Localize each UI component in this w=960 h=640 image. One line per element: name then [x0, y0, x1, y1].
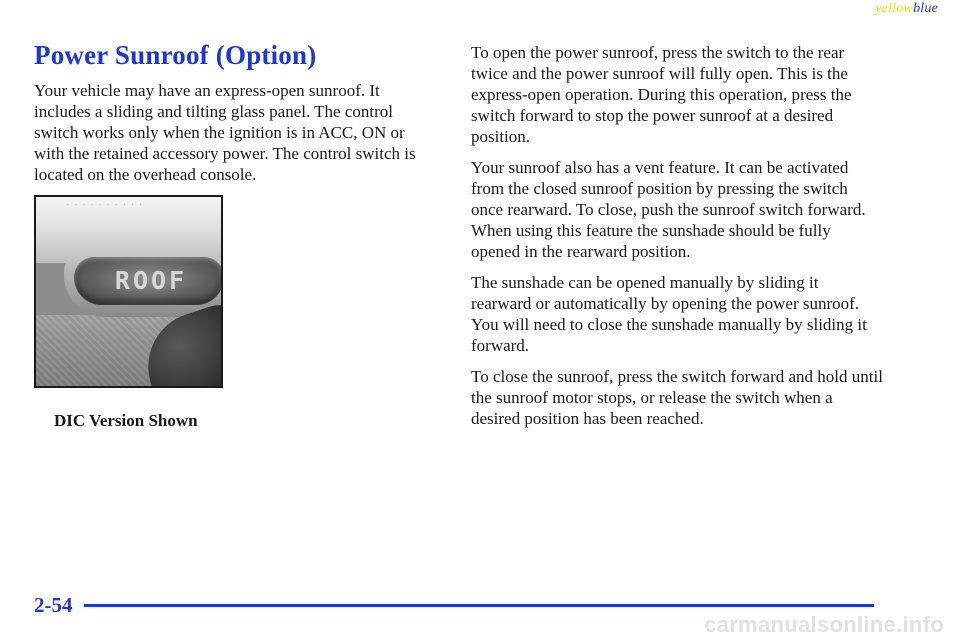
- color-tag-yellow: yellow: [875, 1, 914, 16]
- vent-paragraph: Your sunroof also has a vent feature. It can be activated from the closed sunroof position by pressing the switch once rearward. To close, push the sunroof switch forward. When using this feature the sunshade should be fully opened in the rearward position.: [471, 158, 866, 261]
- intro-paragraph: Your vehicle may have an express-open sunroof. It includes a sliding and tilting glass panel. The control switch works only when the ignition is in ACC, ON or with the retained accessory power. The control switch is located on the overhead console.: [34, 81, 416, 184]
- roof-switch-label: ROOF: [114, 266, 188, 295]
- page-number: 2-54: [34, 593, 73, 617]
- left-column: [34, 80, 439, 195]
- right-column: [471, 42, 883, 439]
- sunshade-paragraph: The sunshade can be opened manually by sliding it rearward or automatically by opening the power sunroof. You will need to close the sunshade manually by sliding it forward.: [471, 273, 867, 355]
- footer-rule: [84, 604, 874, 607]
- color-tag-blue: blue: [913, 1, 938, 16]
- close-paragraph: To close the sunroof, press the switch forward and hold until the sunroof motor stops, or release the switch when a desired position has been reached.: [471, 367, 883, 428]
- site-watermark: carmanualsonline.info: [704, 612, 944, 637]
- open-paragraph: To open the power sunroof, press the switch to the rear twice and the power sunroof will fully open. This is the express-open operation. During this operation, press the switch forward to stop the power sunroof at a desired position.: [471, 43, 852, 146]
- roof-switch-photo: [34, 195, 223, 388]
- headliner-label: · · · · · · · · · ·: [66, 199, 144, 210]
- figure-caption: DIC Version Shown: [54, 411, 198, 430]
- section-title: Power Sunroof (Option): [34, 40, 317, 70]
- color-tag: [875, 1, 938, 17]
